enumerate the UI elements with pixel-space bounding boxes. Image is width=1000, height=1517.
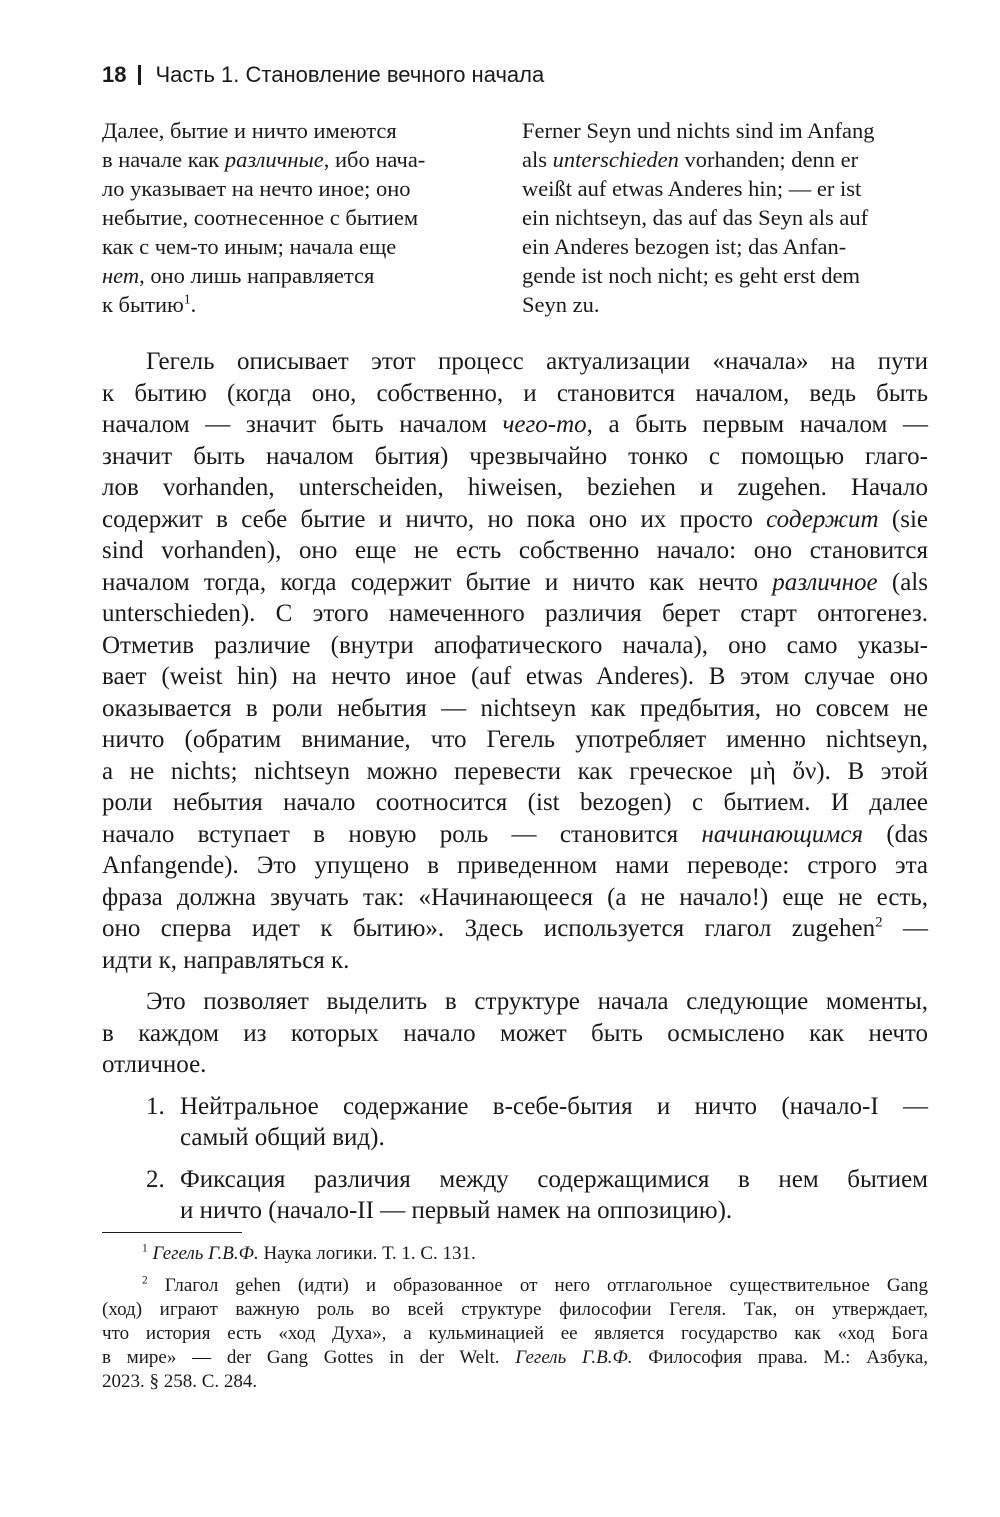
text-line: Отметив различие (внутри апофатического начала), оно само указы- [102, 631, 928, 659]
footnote-ref: 2 [875, 914, 883, 931]
list-number: 1. [146, 1092, 165, 1120]
footnote-rule [102, 1232, 242, 1233]
text-line: самый общий вид). [180, 1124, 385, 1151]
text-line: оказывается в роли небытия — nichtseyn как предбытия, но совсем не [102, 694, 928, 722]
running-title: Часть 1. Становление вечного начала [155, 62, 545, 87]
text-line: sind vorhanden), оно еще не есть собственно начало: оно становится [102, 537, 928, 564]
running-header [102, 60, 544, 90]
quote-ru-line: Далее, бытие и ничто имеются [102, 118, 397, 143]
text-line: 2. Фиксация различия между содержащимися в нем бытием [102, 1164, 928, 1196]
footnote-2: $^2$ Глагол gehen (идти) и образованное от него отглагольное существительное Gang (ход) играют важную роль во всей структуре философии Гегеля. Так, он утверждает, что история есть «ход Духа», а кульминацией ее является государство как «ход Бога в мире» — der Gang Gottes in der Welt. Гегель Г.В.Ф. Философия права. М.: Азбука, 2023. § 258. С. 284. [102, 1274, 929, 1392]
quote-ru-line: к бытию$^1$. [102, 291, 197, 317]
text-line: 1. Нейтральное содержание в-себе-бытия и ничто (начало-I — [102, 1091, 928, 1123]
footnote-1: $^1$ Гегель Г.В.Ф. Наука логики. Т. 1. С. 131. [142, 1242, 476, 1264]
text-line: началом тогда, когда содержит бытие и ничто как нечто различное (als [102, 568, 928, 596]
quote-de-line: Seyn zu. [522, 292, 600, 317]
quote-ru-line: ло указывает на нечто иное; оно [102, 176, 411, 201]
text-line: вает (weist hin) на нечто иное (auf etwas Anderes). В этом случае оно [102, 663, 928, 690]
footnote-author: Гегель Г.В.Ф. [152, 1243, 259, 1264]
text-line: начало вступает в новую роль — становится начинающимся (das [102, 820, 928, 848]
quote-de-line: ein nichtseyn, das auf das Seyn als auf [522, 205, 869, 230]
header-separator [138, 65, 141, 85]
text-line: и ничто (начало-II — первый намек на оппозицию). [180, 1197, 733, 1224]
list-number: 2. [146, 1165, 165, 1193]
text-line: роли небытия начало соотносится (ist bezogen) с бытием. И далее [102, 789, 928, 816]
text-line: оно сперва идет к бытию». Здесь используется глагол zugehen$^2$ — [102, 914, 928, 942]
quote-ru-line: небытие, соотнесенное с бытием [102, 205, 419, 230]
numbered-list [102, 1091, 928, 1227]
text-line: началом — значит быть началом чего-то, а быть первым началом — [102, 411, 928, 438]
text-line: Гегель описывает этот процесс актуализации «начала» на пути [146, 348, 928, 375]
footnote-number: 1 [142, 1242, 148, 1255]
text-line: лов vorhanden, unterscheiden, hiweisen, beziehen и zugehen. Начало [102, 474, 928, 501]
text-line: Anfangende). Это упущено в приведенном нами переводе: строго эта [102, 852, 928, 879]
text-line: отличное. [102, 1051, 207, 1078]
text-line: в каждом из которых начало может быть осмыслено как нечто [102, 1019, 928, 1047]
quote-de-line: ein Anderes bezogen ist; das Anfan- [522, 234, 847, 259]
page-number: 18 [102, 62, 127, 87]
quote-ru-line: как с чем-то иным; начала еще [102, 234, 397, 259]
text-line: к бытию (когда оно, собственно, и становится началом, ведь быть [102, 379, 928, 407]
text-line: а не nichts; nichtseyn можно перевести как греческое μὴ ὄν). В этой [102, 757, 928, 785]
paragraph-2 [102, 986, 928, 1081]
quote-de-line: gende ist noch nicht; es geht erst dem [522, 263, 861, 288]
footnote-number: 2 [142, 1274, 148, 1287]
quote-de-line: als unterschieden vorhanden; denn er [522, 147, 859, 172]
quote-de-line: weißt auf etwas Anderes hin; — er ist [522, 176, 862, 201]
quote-russian [102, 116, 425, 319]
text-line: содержит в себе бытие и ничто, но пока оно их просто содержит (sie [102, 505, 928, 533]
list-item [102, 1091, 928, 1154]
body-text [102, 346, 928, 1227]
text-line: Это позволяет выделить в структуре начала следующие моменты, [146, 988, 928, 1015]
footnote-ref: 1 [183, 291, 191, 307]
quote-german [522, 116, 874, 319]
quote-ru-line: нет, оно лишь направляется [102, 263, 375, 288]
quote-de-line: Ferner Seyn und nichts sind im Anfang [522, 118, 875, 143]
list-item [102, 1164, 928, 1227]
text-line: unterschieden). С этого намеченного различия берет старт онтогенез. [102, 600, 928, 627]
text-line: фраза должна звучать так: «Начинающееся (а не начало!) еще не есть, [102, 883, 928, 911]
paragraph-1 [102, 346, 928, 976]
text-line: значит быть началом бытия) чрезвычайно тонко с помощью глаго- [102, 442, 928, 470]
text-line: ничто (обратим внимание, что Гегель употребляет именно nichtseyn, [102, 726, 928, 753]
text-line: идти к, направляться к. [102, 946, 350, 974]
quote-ru-line: в начале как различные, ибо нача- [102, 147, 426, 172]
